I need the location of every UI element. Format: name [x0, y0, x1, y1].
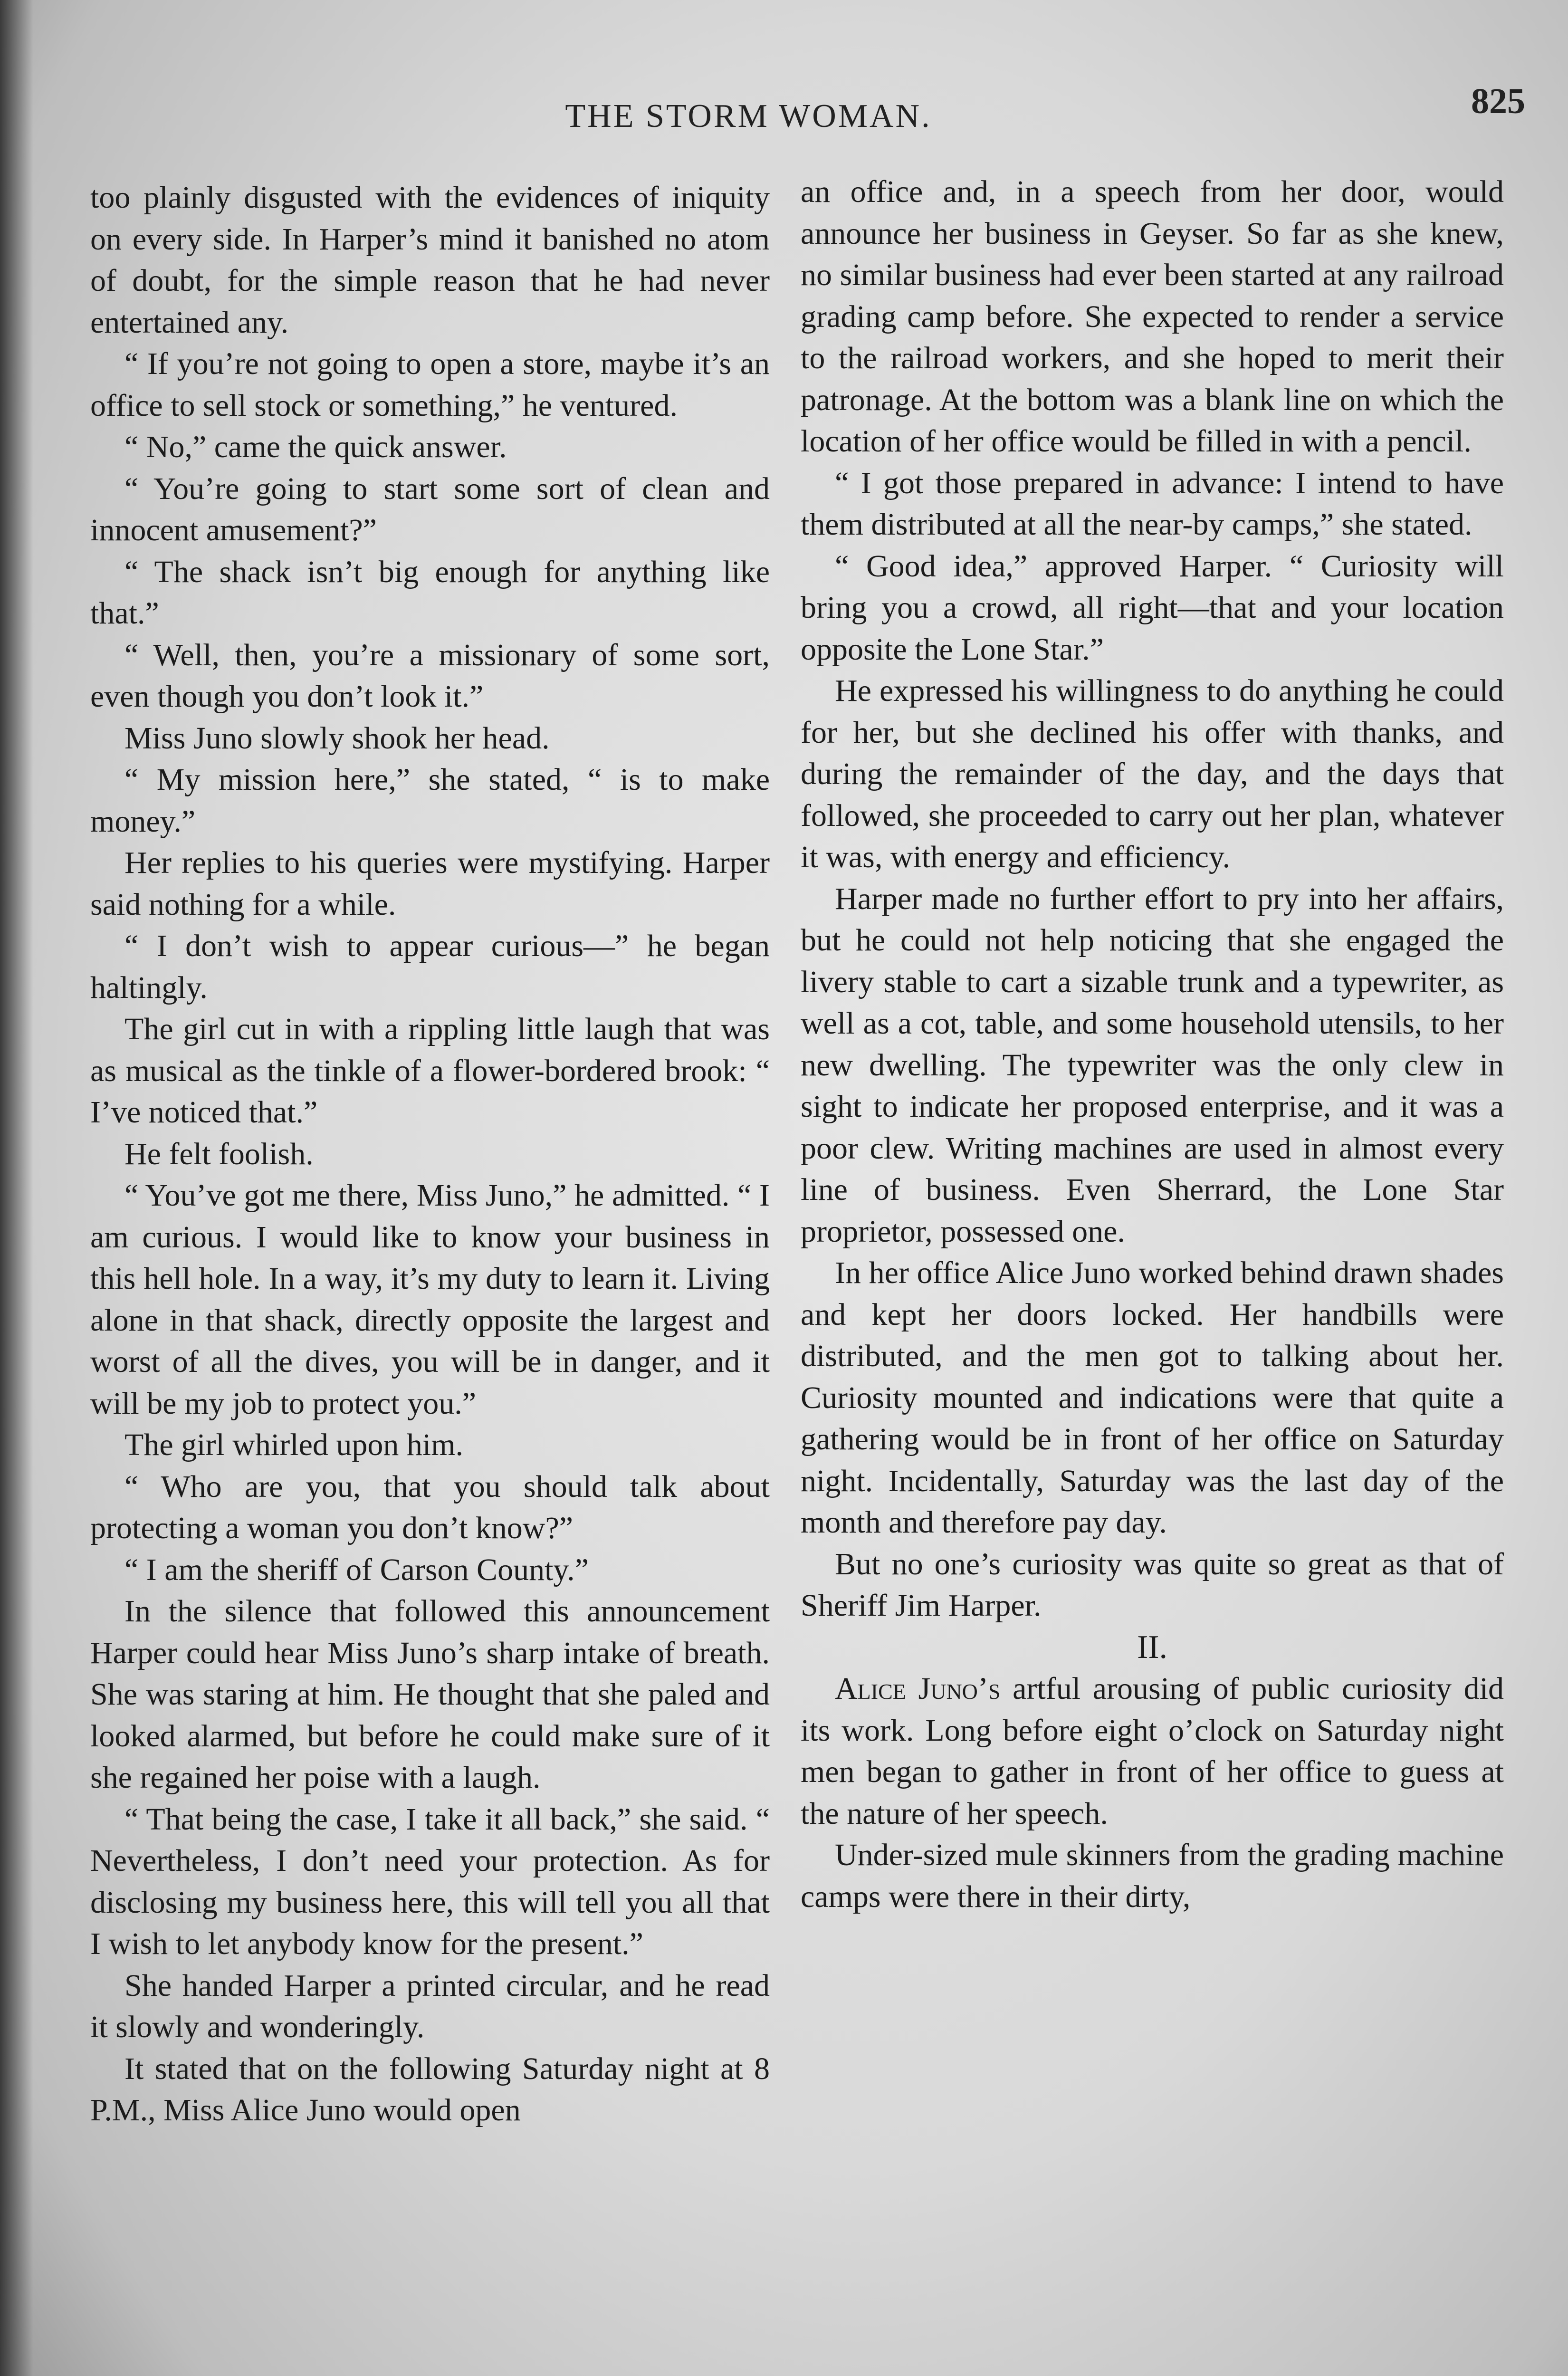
left-paragraph: “ Who are you, that you should talk about protecting a woman you don’t know?” — [90, 1469, 770, 1545]
left-paragraph: “ You’ve got me there, Miss Juno,” he admitted. “ I am curious. I would like to know your business in this hell hole. In a way, it’s my duty to learn it. Living alone in that shack, directly opposite the largest and worst of all the dives, you will be in danger, and it will be my job to protect you.” — [90, 1178, 770, 1421]
left-paragraph: “ If you’re not going to open a store, maybe it’s an office to sell stock or something,” he ventured. — [90, 346, 770, 423]
section-heading: II. — [1137, 1629, 1168, 1666]
right-paragraph: But no one’s curiosity was quite so great as that of Sheriff Jim Harper. — [801, 1546, 1504, 1623]
left-paragraph: “ That being the case, I take it all back,” she said. “ Nevertheless, I don’t need your protection. As for disclosing my business here, this will tell you all that I wish to let anybody know for the present.” — [90, 1801, 770, 1961]
section-opening-paragraph — [801, 1668, 1504, 1834]
running-header-title: THE STORM WOMAN. — [565, 98, 932, 134]
right-paragraph: “ Good idea,” approved Harper. “ Curiosity will bring you a crowd, all right—that and your location opposite the Lone Star.” — [801, 548, 1504, 667]
left-paragraph: In the silence that followed this announcement Harper could hear Miss Juno’s sharp intake of breath. She was staring at him. He thought that she paled and looked alarmed, but before he could make sure of it she regained her poise with a laugh. — [90, 1594, 770, 1795]
left-paragraph: “ My mission here,” she stated, “ is to make money.” — [90, 762, 770, 839]
left-paragraph: Her replies to his queries were mystifying. Harper said nothing for a while. — [90, 845, 770, 922]
right-paragraph: “ I got those prepared in advance: I intend to have them distributed at all the near-by camps,” she stated. — [801, 465, 1504, 542]
section-opening-rest: artful arousing of public curiosity did its work. Long before eight o’clock on Saturday night men began to gather in front of her office to guess at the nature of her speech. — [801, 1671, 1504, 1831]
left-paragraph: “ You’re going to start some sort of clean and innocent amusement?” — [90, 471, 770, 547]
left-paragraph: too plainly disgusted with the evidences of iniquity on every side. In Harper’s mind it banished no atom of doubt, for the simple reason that he had never entertained any. — [90, 180, 770, 340]
section-opening-smallcaps: Alice Juno’s — [835, 1671, 1001, 1706]
right-paragraph: He expressed his willingness to do anything he could for her, but she declined his offer with thanks, and during the remainder of the day, and the days that followed, she proceeded to carry out her plan, whatever it was, with energy and efficiency. — [801, 673, 1504, 874]
left-paragraph: It stated that on the following Saturday night at 8 P.M., Miss Alice Juno would open — [90, 2051, 770, 2127]
left-paragraph: He felt foolish. — [124, 1136, 314, 1171]
right-paragraph: an office and, in a speech from her door, would announce her business in Geyser. So far as she knew, no similar business had ever been started at any railroad grading camp before. She expected to render a service to the railroad workers, and she hoped to merit their patronage. At the bottom was a blank line on which the location of her office would be filled in with a pencil. — [801, 174, 1504, 459]
left-paragraph: “ The shack isn’t big enough for anything like that.” — [90, 554, 770, 631]
binding-shadow — [0, 0, 33, 2376]
left-paragraph: She handed Harper a printed circular, and he read it slowly and wonderingly. — [90, 1968, 770, 2044]
right-paragraph: Harper made no further effort to pry into her affairs, but he could not help noticing that she engaged the livery stable to cart a sizable trunk and a typewriter, as well as a cot, table, and some household utensils, to her new dwelling. The typewriter was the only clew in sight to indicate her proposed enterprise, and it was a poor clew. Writing machines are used in almost every line of business. Even Sherrard, the Lone Star proprietor, possessed one. — [801, 881, 1504, 1249]
left-paragraph: “ No,” came the quick answer. — [124, 430, 507, 464]
right-paragraph: Under-sized mule skinners from the grading machine camps were there in their dirty, — [801, 1838, 1504, 1914]
left-paragraph: “ I don’t wish to appear curious—” he began haltingly. — [90, 929, 770, 1005]
right-column — [801, 171, 1504, 1917]
left-paragraph: “ Well, then, you’re a missionary of some sort, even though you don’t look it.” — [90, 637, 770, 714]
left-paragraph: The girl cut in with a rippling little laugh that was as musical as the tinkle of a flower-bordered brook: “ I’ve noticed that.” — [90, 1012, 770, 1130]
left-column — [90, 177, 770, 2131]
right-paragraph: In her office Alice Juno worked behind drawn shades and kept her doors locked. Her handbills were distributed, and the men got to talking about her. Curiosity mounted and indications were that quite a gathering would be in front of her office on Saturday night. Incidentally, Saturday was the last day of the month and therefore pay day. — [801, 1255, 1504, 1540]
left-paragraph: “ I am the sheriff of Carson County.” — [124, 1552, 589, 1587]
page-number: 825 — [1471, 81, 1525, 121]
left-paragraph: Miss Juno slowly shook her head. — [124, 720, 550, 756]
left-paragraph: The girl whirled upon him. — [124, 1428, 464, 1462]
